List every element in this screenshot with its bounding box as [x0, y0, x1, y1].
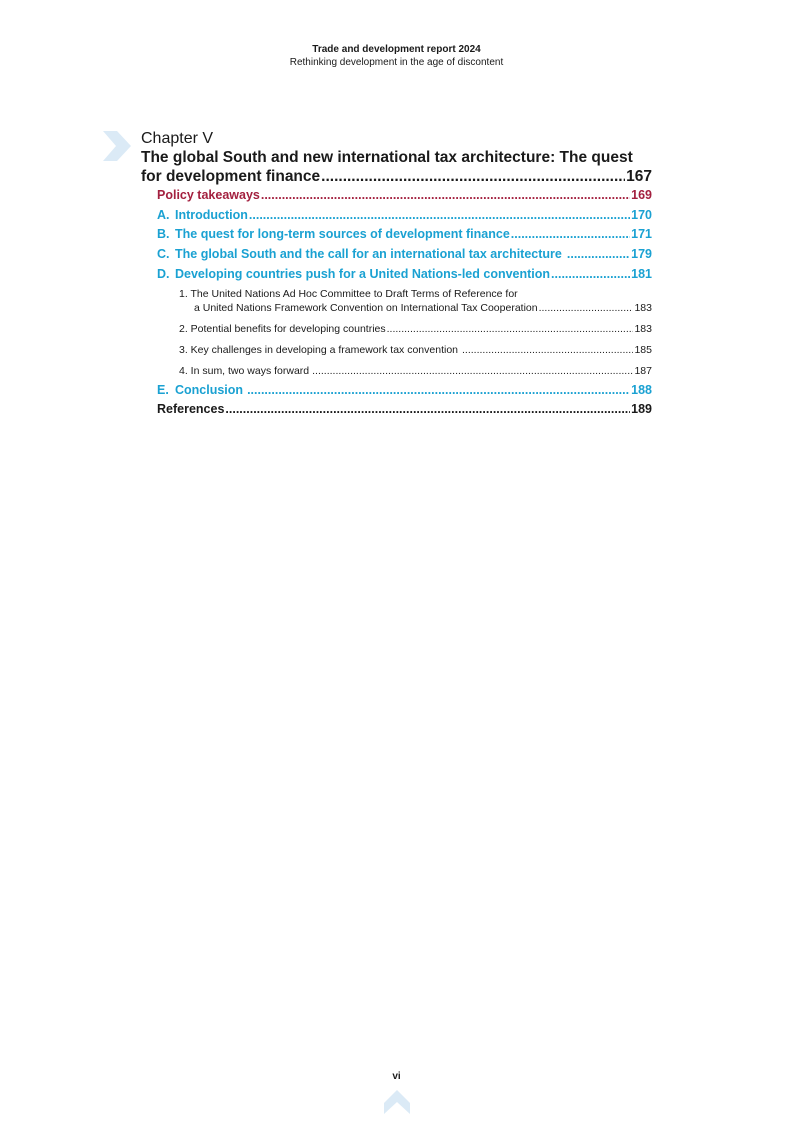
toc-entry-long-term-sources[interactable] [157, 227, 652, 242]
dot-leader [567, 247, 630, 262]
toc-subentry-page: 187 [634, 364, 652, 377]
dot-leader [247, 383, 630, 398]
dot-leader [511, 227, 630, 242]
toc-entry-un-convention[interactable] [157, 267, 652, 282]
toc-subentry-label-line1: 1. The United Nations Ad Hoc Committee to Draft Terms of Reference for [179, 287, 518, 300]
toc-entry-page: 188 [631, 382, 652, 397]
chapter-title-line2: for development finance [141, 168, 321, 185]
dot-leader [321, 167, 625, 186]
toc-entry-page: 189 [631, 402, 652, 417]
toc-entry-page: 179 [631, 247, 652, 262]
toc-subentry-label: 3. Key challenges in developing a framework tax convention [179, 343, 458, 356]
toc-entry-page: 181 [631, 266, 652, 281]
toc-entry-label: The global South and the call for an international tax architecture [175, 247, 562, 262]
page-number: vi [392, 1071, 401, 1082]
toc-subentry-two-ways-forward[interactable] [179, 364, 652, 378]
chevron-right-icon [103, 131, 131, 161]
toc-subentry-page: 185 [634, 343, 652, 356]
toc-entry-letter: A. [157, 207, 170, 222]
toc-subentry-potential-benefits[interactable] [179, 322, 652, 336]
toc-entry-label: References [157, 402, 225, 417]
toc-entry-letter: C. [157, 247, 170, 262]
dot-leader [312, 364, 633, 378]
toc-entry-page: 169 [631, 188, 652, 202]
toc-entry-introduction[interactable] [157, 208, 652, 223]
report-title: Trade and development report 2024 [312, 44, 481, 55]
toc-subentry-label: 4. In sum, two ways forward [179, 364, 310, 377]
chapter-title-line1: The global South and new international tax architecture: The quest [141, 149, 633, 166]
toc-entry-references[interactable] [157, 402, 652, 417]
chapter-title-link[interactable] [141, 148, 652, 186]
dot-leader [539, 301, 634, 315]
toc-entry-page: 170 [631, 207, 652, 222]
toc-entry-conclusion[interactable] [157, 383, 652, 398]
toc-subentry-label-line2: a United Nations Framework Convention on International Tax Cooperation [194, 301, 538, 314]
dot-leader [462, 343, 633, 357]
toc-entry-label: The quest for long-term sources of development finance [175, 227, 510, 242]
toc-entry-letter: B. [157, 227, 170, 242]
dot-leader [551, 267, 630, 282]
toc-subentry-label: 2. Potential benefits for developing countries [179, 322, 386, 335]
dot-leader [261, 188, 630, 203]
dot-leader [387, 322, 634, 336]
toc-entry-letter: D. [157, 266, 170, 281]
toc-entry-letter: E. [157, 382, 169, 397]
toc-entry-page: 171 [631, 227, 652, 242]
toc-subentry-page: 183 [634, 301, 652, 314]
toc-subentry-page: 183 [634, 322, 652, 335]
toc-entry-policy-takeaways[interactable] [157, 188, 652, 203]
toc-entry-label: Conclusion [175, 382, 244, 397]
report-subtitle: Rethinking development in the age of discontent [289, 57, 504, 68]
toc-entry-label: Introduction [175, 207, 248, 222]
chapter-page-number: 167 [626, 168, 652, 185]
toc-entry-label: Developing countries push for a United Nations-led convention [175, 266, 551, 281]
toc-subentry-key-challenges[interactable] [179, 343, 652, 357]
dot-leader [225, 402, 630, 417]
toc-entry-global-south[interactable] [157, 247, 652, 262]
chevron-up-icon[interactable] [384, 1090, 410, 1114]
chapter-label: Chapter V [141, 130, 214, 147]
toc-subentry-ad-hoc-committee[interactable] [179, 287, 652, 315]
toc-entry-label: Policy takeaways [157, 188, 260, 202]
table-of-contents [157, 188, 652, 422]
dot-leader [249, 208, 630, 223]
page-header [0, 43, 793, 69]
